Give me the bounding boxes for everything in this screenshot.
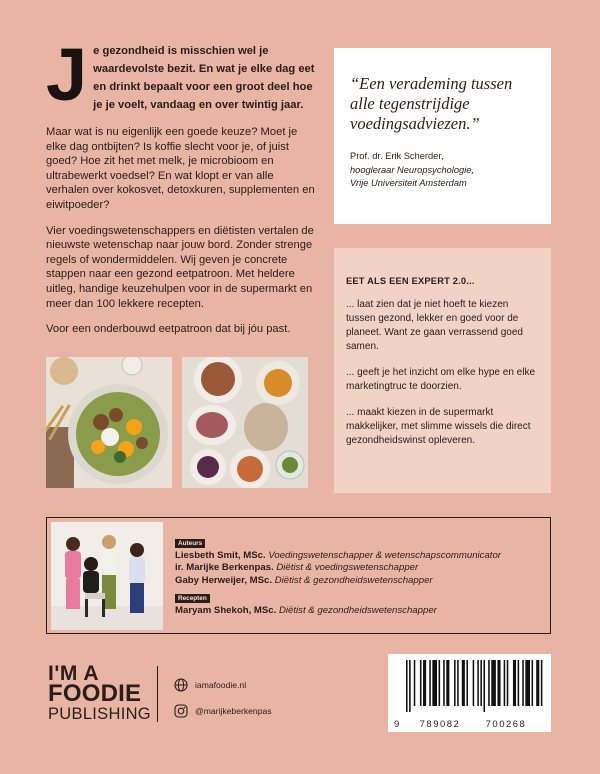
author-name: Liesbeth Smit, MSc.: [175, 550, 266, 561]
author-line: [175, 575, 545, 587]
barcode-bar: [504, 660, 506, 706]
authors-credits: [175, 532, 545, 618]
barcode-bar: [497, 660, 500, 706]
expert-title: EET ALS EEN EXPERT 2.0...: [346, 276, 475, 286]
author-role: Voedingswetenschapper & wetenschapscommunicator: [268, 550, 502, 561]
barcode-bar: [477, 660, 479, 706]
recipes-author-name: Maryam Shekoh, MSc.: [175, 605, 277, 617]
barcode-bar: [518, 660, 520, 706]
barcode-bar: [462, 660, 465, 706]
barcode-bar: [473, 660, 475, 706]
barcode-group-2: 700268: [485, 719, 527, 730]
barcode-bar: [429, 660, 431, 706]
body-paragraph-3: Voor een onderbouwd eetpatroon dat bij jóu past.: [46, 323, 291, 336]
website-text: iamafoodie.nl: [195, 680, 247, 690]
barcode-bar: [513, 660, 516, 706]
quote-author-role: hoogleraar Neuropsychologie,: [350, 164, 475, 175]
drop-cap: J: [46, 33, 88, 116]
barcode-bar: [536, 660, 539, 706]
expert-point-1: ... laat zien dat je niet hoeft te kiezen tussen gezond, lekker en goed voor de planeet. Want ze gaan verrassend goed samen.: [346, 299, 523, 352]
barcode-bar: [406, 660, 408, 712]
authors-box: [46, 517, 551, 634]
barcode-bar: [484, 660, 486, 712]
food-photo-salad: [46, 357, 172, 488]
logo-line-3: PUBLISHING: [48, 705, 151, 723]
author-line: [175, 562, 545, 574]
logo-line-1: I'M A: [48, 662, 100, 685]
barcode-group-1: 789082: [419, 719, 461, 730]
barcode-bar: [439, 660, 441, 706]
recipes-tag: Recepten: [175, 594, 210, 603]
social-links: [174, 676, 272, 728]
lead-paragraph: e gezondheid is misschien wel je waardevolste bezit. En wat je elke dag eet en drinkt bepaalt voor een groot deel hoe je je voelt, vandaag en over twintig jaar.: [93, 45, 315, 111]
instagram-text: @marijkeberkenpas: [195, 706, 272, 716]
author-name: ir. Marijke Berkenpas.: [175, 562, 274, 574]
logo-divider: [157, 666, 158, 722]
barcode-bar: [507, 660, 509, 706]
quote-text: “Een verademing tussen alle tegenstrijdige voedingsadviezen.”: [350, 74, 513, 133]
barcode-bar: [409, 660, 411, 712]
barcode-bar: [443, 660, 445, 706]
barcode-first-digit: 9: [394, 719, 400, 730]
barcode-bar: [522, 660, 524, 706]
quote-attribution: [350, 150, 535, 191]
barcode: [388, 654, 551, 732]
barcode-bar: [457, 660, 459, 706]
intro-section: [46, 33, 316, 337]
authors-photo: [51, 522, 163, 630]
instagram-link[interactable]: [174, 702, 272, 720]
author-role: Diëtist & voedingswetenschapper: [276, 562, 419, 574]
food-photo-table: [182, 357, 308, 488]
publisher-logo: [48, 662, 151, 724]
globe-icon: [174, 678, 188, 692]
barcode-bar: [432, 660, 437, 706]
barcode-bar: [466, 660, 468, 706]
expert-point-3: ... maakt kiezen in de supermarkt makkelijker, met slimme wissels die direct gezondheidswinst opleveren.: [346, 407, 531, 446]
barcode-numbers: [394, 719, 545, 730]
barcode-bar: [446, 660, 449, 706]
quote-author-affiliation: Vrije Universiteit Amsterdam: [350, 178, 467, 188]
barcode-bar: [541, 660, 543, 706]
expert-point-2: ... geeft je het inzicht om elke hype en elke marketingtruc te doorzien.: [346, 367, 535, 392]
quote-author-name: Prof. dr. Erik Scherder,: [350, 151, 444, 161]
author-name: Gaby Herweijer, MSc.: [175, 574, 273, 586]
barcode-bar: [532, 660, 534, 706]
barcode-bar: [414, 660, 416, 706]
body-paragraph-1: Maar wat is nu eigenlijk een goede keuze? Moet je elke dag ontbijten? Is koffie slecht voor je, of juist goed? Hoe zit het met melk, je microbioom en ultrabewerkt voedsel? En wat klopt er van alle verhalen over kokosvet, detoxkuren, supplementen en eiwitpoeder?: [46, 126, 315, 211]
author-role: Diëtist & gezondheidswetenschapper: [274, 574, 433, 586]
expert-box: [334, 248, 551, 493]
barcode-bar: [488, 660, 490, 706]
instagram-icon: [174, 704, 188, 718]
barcode-bar: [454, 660, 456, 706]
body-paragraph-2: Vier voedingswetenschappers en diëtisten vertalen de nieuwste wetenschap naar jouw bord. Zonder strenge regels of wondermiddelen. Wij geven je concrete stappen naar een gezond eetpatroon. Met heldere uitleg, handige keuzehulpen voor in de supermarkt en meer dan 100 lekkere recepten.: [46, 224, 314, 310]
quote-box: [334, 48, 551, 224]
website-link[interactable]: [174, 676, 272, 694]
barcode-bar: [525, 660, 530, 706]
barcode-bar: [491, 660, 496, 706]
author-line: [175, 550, 545, 562]
recipes-line: [175, 605, 545, 617]
barcode-bars: [394, 660, 545, 712]
logo-line-2: FOODIE: [48, 680, 142, 707]
barcode-bar: [420, 660, 422, 706]
barcode-bar: [480, 660, 482, 706]
barcode-bar: [423, 660, 426, 706]
authors-tag: Auteurs: [175, 539, 205, 548]
recipes-author-role: Diëtist & gezondheidswetenschapper: [278, 605, 437, 617]
